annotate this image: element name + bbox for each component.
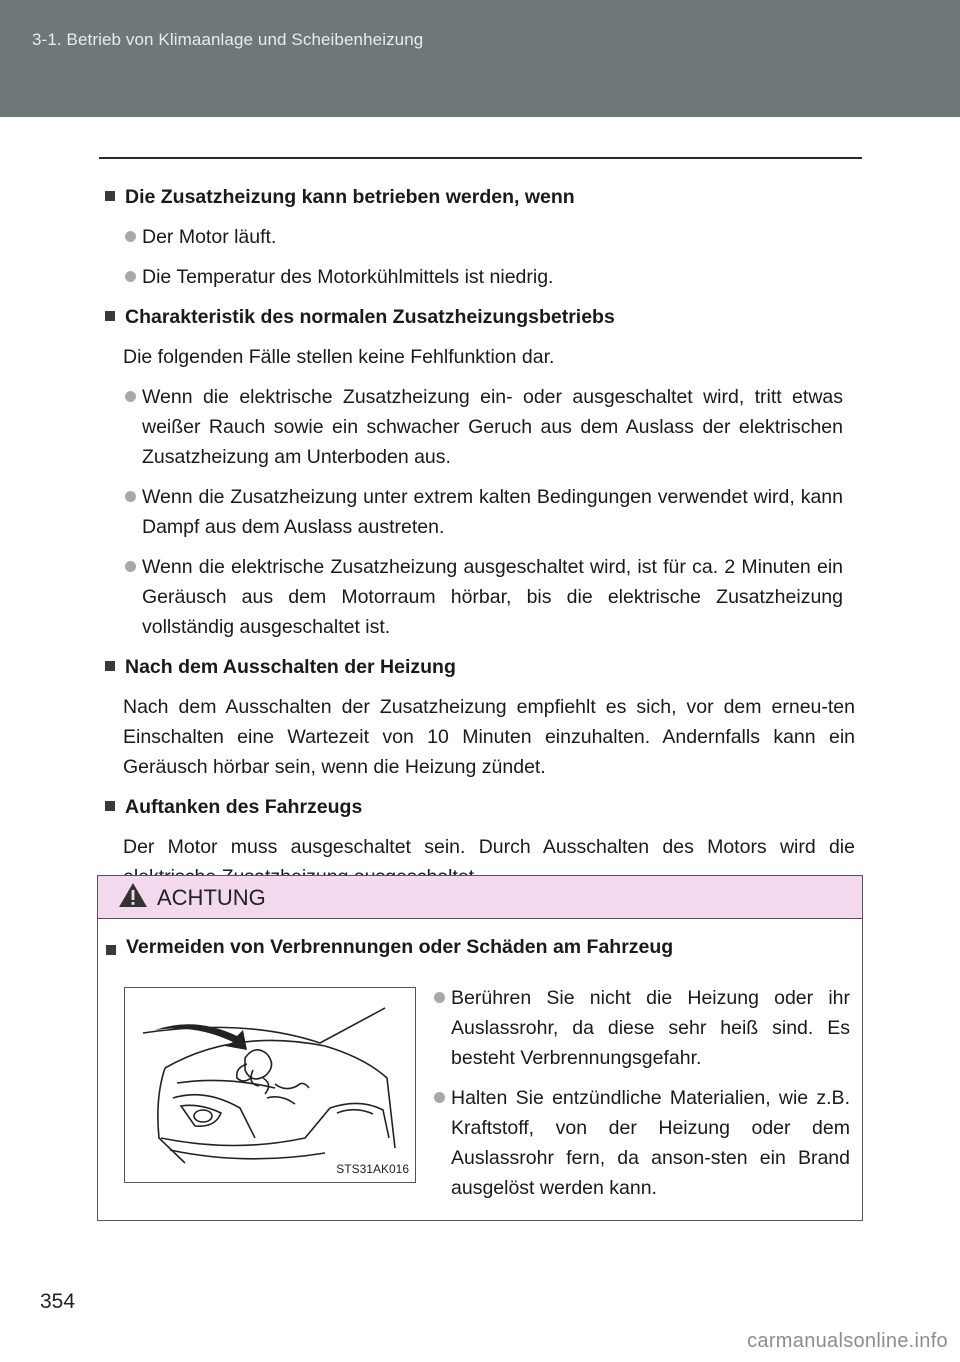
square-bullet-icon: [105, 191, 115, 201]
section-intro: Die folgenden Fälle stellen keine Fehlfunktion dar.: [123, 346, 555, 368]
round-bullet-icon: [434, 992, 445, 1003]
list-item: Die Temperatur des Motorkühlmittels ist niedrig.: [125, 262, 855, 292]
watermark-link[interactable]: carmanualsonline.info: [747, 1330, 948, 1352]
square-bullet-icon: [105, 661, 115, 671]
top-divider: [99, 157, 862, 159]
warning-triangle-icon: [118, 881, 148, 909]
round-bullet-icon: [125, 391, 136, 402]
square-bullet-icon: [105, 801, 115, 811]
round-bullet-icon: [125, 271, 136, 282]
main-content: [103, 182, 855, 902]
list-item: Wenn die Zusatzheizung unter extrem kalten Bedingungen verwendet wird, kann Dampf aus dem Auslass austreten.: [125, 482, 855, 542]
section-heading: Auftanken des Fahrzeugs: [103, 792, 855, 822]
chapter-header: [0, 0, 960, 117]
warning-header: [98, 876, 862, 919]
chapter-title: 3-1. Betrieb von Klimaanlage und Scheibenheizung: [32, 30, 424, 49]
section-body: Nach dem Ausschalten der Zusatzheizung empfiehlt es sich, vor dem erneu-ten Einschalten eine Wartezeit von 10 Minuten einzuhalten. Andernfalls kann ein Geräusch hörbar sein, wenn die Heizung zündet.: [123, 696, 855, 778]
warning-title: ACHTUNG: [157, 885, 266, 910]
page-number: 354: [40, 1290, 76, 1313]
list-item: Halten Sie entzündliche Materialien, wie z.B. Kraftstoff, von der Heizung oder dem Auslassrohr fern, da anson-sten ein Brand ausgelöst werden kann.: [434, 1083, 850, 1203]
warning-list: [434, 983, 850, 1213]
square-bullet-icon: [106, 945, 116, 955]
round-bullet-icon: [125, 231, 136, 242]
warning-heading: Vermeiden von Verbrennungen oder Schäden am Fahrzeug: [104, 936, 673, 959]
car-front-illustration: [125, 988, 415, 1182]
round-bullet-icon: [125, 561, 136, 572]
section-body: Der Motor muss ausgeschaltet sein. Durch Ausschalten des Motors wird die: [123, 836, 855, 858]
list-item: Der Motor läuft.: [125, 222, 855, 252]
section-heading: Nach dem Ausschalten der Heizung: [103, 652, 855, 682]
figure-code: STS31AK016: [336, 1162, 409, 1176]
section-heading: Charakteristik des normalen Zusatzheizungsbetriebs: [103, 302, 855, 332]
list-item: Berühren Sie nicht die Heizung oder ihr Auslassrohr, da diese sehr heiß sind. Es besteht Verbrennungsgefahr.: [434, 983, 850, 1073]
round-bullet-icon: [125, 491, 136, 502]
round-bullet-icon: [434, 1092, 445, 1103]
section-heading: Die Zusatzheizung kann betrieben werden, wenn: [103, 182, 855, 212]
list-item: Wenn die elektrische Zusatzheizung ein- oder ausgeschaltet wird, tritt etwas weißer Rauch sowie ein schwacher Geruch aus dem Auslass der elektrischen Zusatzheizung am Unterboden aus.: [125, 382, 855, 472]
warning-box: [97, 875, 863, 1221]
list-item: Wenn die elektrische Zusatzheizung ausgeschaltet wird, ist für ca. 2 Minuten ein Geräusch aus dem Motorraum hörbar, bis die elektrische Zusatzheizung vollständig ausgeschaltet ist.: [125, 552, 855, 642]
heater-illustration: [124, 987, 416, 1183]
square-bullet-icon: [105, 311, 115, 321]
